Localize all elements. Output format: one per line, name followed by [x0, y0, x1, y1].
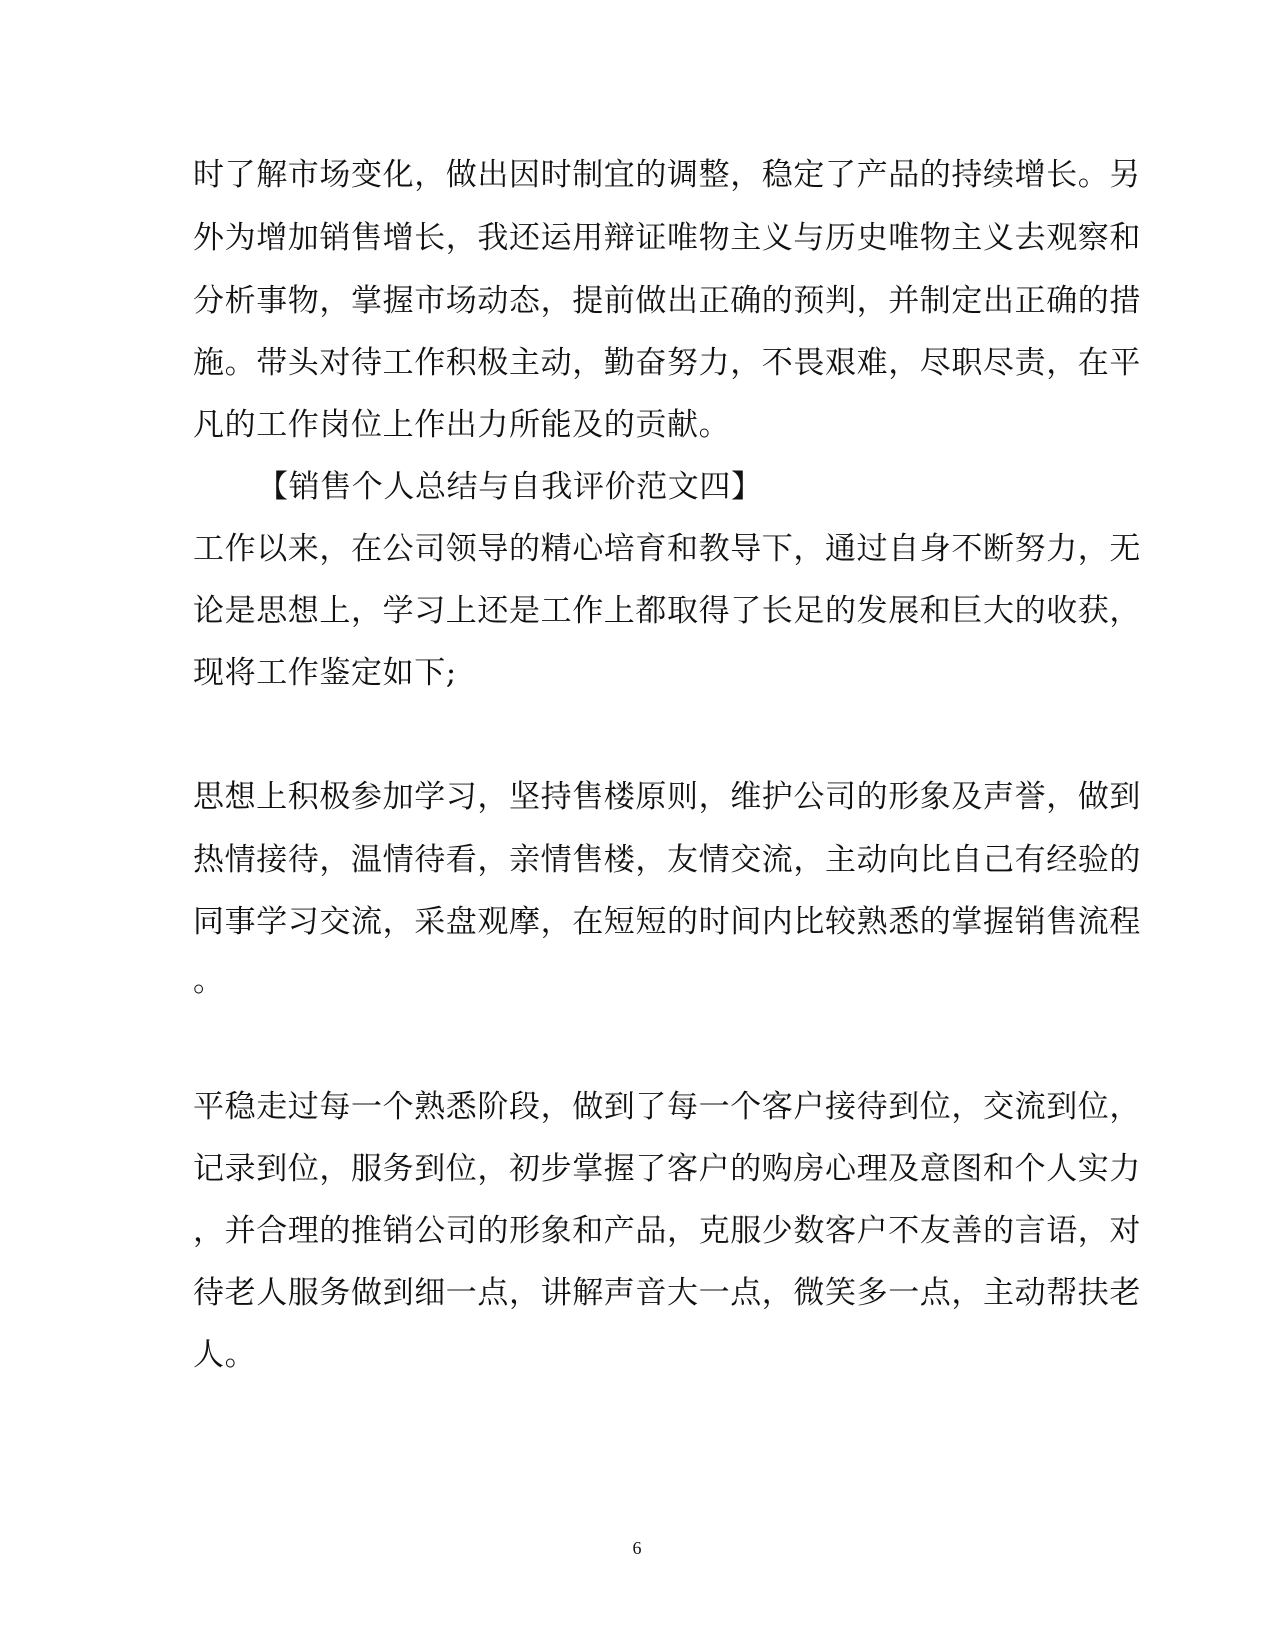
paragraph-line: 同事学习交流，采盘观摩，在短短的时间内比较熟悉的掌握销售流程: [193, 904, 1141, 940]
paragraph-line: 外为增加销售增长，我还运用辩证唯物主义与历史唯物主义去观察和: [193, 220, 1141, 256]
paragraph-line: 记录到位，服务到位，初步掌握了客户的购房心理及意图和个人实力: [193, 1151, 1141, 1187]
section-heading: 【销售个人总结与自我评价范文四】: [257, 469, 763, 505]
paragraph-line: 人。: [193, 1337, 257, 1373]
paragraph-line: 热情接待，温情待看，亲情售楼，友情交流，主动向比自己有经验的: [193, 842, 1141, 878]
paragraph-line: 。: [193, 963, 225, 999]
paragraph-line: 思想上积极参加学习，坚持售楼原则，维护公司的形象及声誉，做到: [193, 779, 1141, 815]
paragraph-line: 待老人服务做到细一点，讲解声音大一点，微笑多一点，主动帮扶老: [193, 1275, 1141, 1311]
paragraph-line: 分析事物，掌握市场动态，提前做出正确的预判，并制定出正确的措: [193, 283, 1141, 319]
paragraph-line: 施。带头对待工作积极主动，勤奋努力，不畏艰难，尽职尽责，在平: [193, 345, 1141, 381]
paragraph-line: 工作以来，在公司领导的精心培育和教导下，通过自身不断努力，无: [193, 531, 1141, 567]
paragraph-line: 论是思想上，学习上还是工作上都取得了长足的发展和巨大的收获，: [193, 593, 1141, 629]
paragraph-line: ，并合理的推销公司的形象和产品，克服少数客户不友善的言语，对: [193, 1213, 1141, 1249]
paragraph-line: 现将工作鉴定如下;: [193, 655, 457, 691]
page-number: 6: [632, 1538, 642, 1558]
paragraph-line: 平稳走过每一个熟悉阶段，做到了每一个客户接待到位，交流到位，: [193, 1089, 1141, 1125]
paragraph-line: 时了解市场变化，做出因时制宜的调整，稳定了产品的持续增长。另: [193, 157, 1141, 193]
paragraph-line: 凡的工作岗位上作出力所能及的贡献。: [193, 407, 731, 443]
